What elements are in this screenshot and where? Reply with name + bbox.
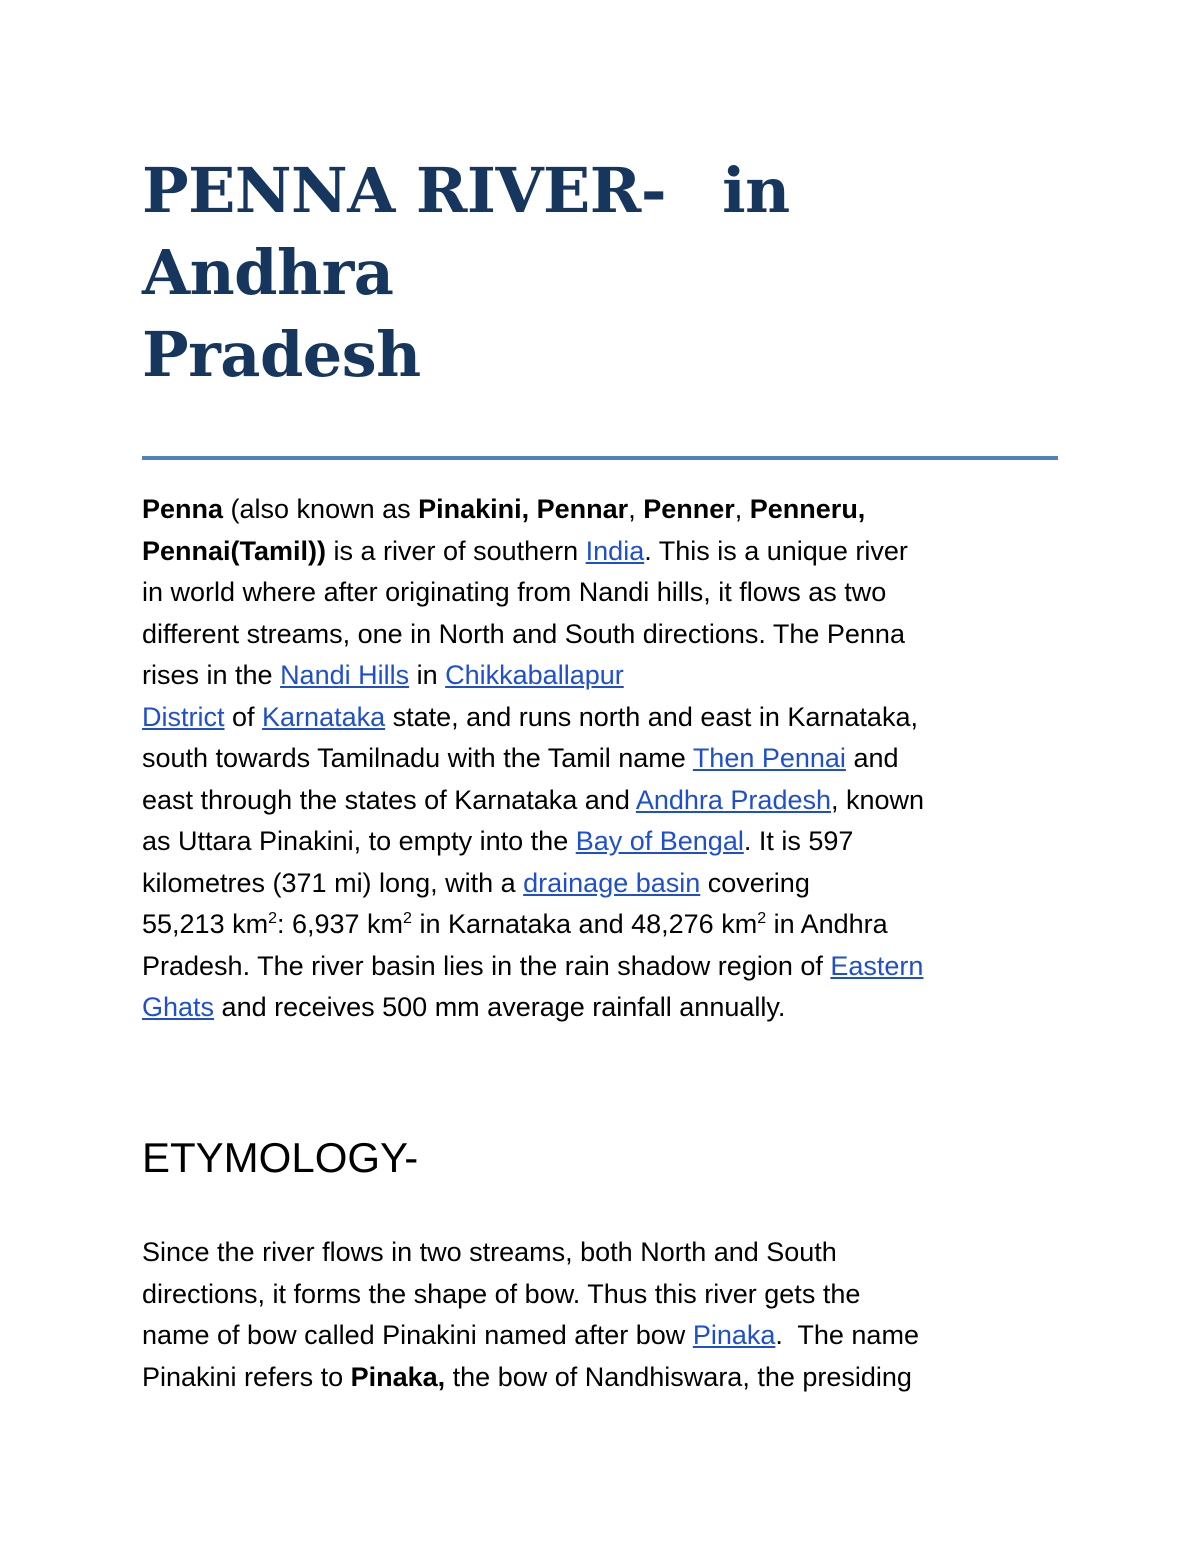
intro-line-6 (142, 697, 1062, 739)
text-run: 55,213 km (142, 909, 269, 939)
intro-line-1 (142, 489, 1062, 531)
text-run: name of bow called Pinakini named after bow (142, 1320, 693, 1350)
etymology-paragraph (142, 1232, 1062, 1398)
link-nandi-hills[interactable]: Nandi Hills (280, 660, 410, 690)
bold-term: Penna (142, 494, 224, 524)
intro-line-7 (142, 738, 1062, 780)
intro-paragraph (142, 489, 1062, 1029)
text-run: Pinakini refers to (142, 1361, 351, 1392)
horizontal-divider (142, 456, 1058, 460)
intro-line-10 (142, 863, 1062, 905)
text-run: kilometres (371 mi) long, with a (142, 867, 524, 898)
link-then-pennai[interactable]: Then Pennai (692, 743, 846, 773)
bold-term: Pennai(Tamil)) (142, 535, 327, 566)
superscript: 2 (268, 910, 277, 927)
text-run: , known (831, 784, 925, 815)
intro-line-13 (142, 987, 1062, 1029)
text-run: in Andhra (766, 909, 888, 939)
bold-term: Pinaka, (350, 1361, 446, 1392)
intro-line-5 (142, 655, 1062, 697)
text-run: . It is 597 (743, 826, 854, 856)
superscript: 2 (403, 910, 412, 927)
text-run: in (409, 660, 446, 690)
text-run: , (734, 494, 750, 524)
text-run: , (628, 494, 644, 524)
link-andhra-pradesh[interactable]: Andhra Pradesh (635, 784, 831, 815)
text-run: . The name (775, 1320, 919, 1350)
link-india[interactable]: India (585, 535, 645, 566)
etymology-line-3 (142, 1315, 1062, 1357)
title-line-1 (142, 150, 1062, 314)
text-run: rises in the (142, 660, 281, 690)
text-run: covering (700, 867, 810, 898)
intro-line-12 (142, 946, 1062, 988)
text-run: state, and runs north and east in Karnataka, (385, 701, 918, 732)
title-part-2: in Andhra (142, 154, 790, 309)
title-part-1: PENNA RIVER- (142, 154, 667, 227)
link-pinaka[interactable]: Pinaka (692, 1320, 776, 1350)
text-run: of (224, 701, 263, 732)
text-run: (also known as (223, 494, 419, 524)
etymology-line-1: Since the river flows in two streams, both North and South (142, 1237, 837, 1267)
text-run: : 6,937 km (276, 909, 404, 939)
etymology-line-2: directions, it forms the shape of bow. Thus this river gets the (142, 1278, 861, 1309)
bold-term: Pinakini, Pennar (418, 494, 629, 524)
text-run: Pradesh. The river basin lies in the rain shadow region of (142, 950, 831, 981)
title-line-2: Pradesh (142, 318, 421, 391)
intro-line-4: different streams, one in North and South directions. The Penna (142, 618, 905, 649)
superscript: 2 (757, 910, 767, 927)
link-eastern[interactable]: Eastern (830, 950, 924, 981)
link-chikkaballapur[interactable]: Chikkaballapur (445, 660, 624, 690)
link-karnataka[interactable]: Karnataka (262, 701, 386, 732)
etymology-line-4 (142, 1357, 1062, 1399)
bold-term: Penneru, (749, 494, 866, 524)
text-run: south towards Tamilnadu with the Tamil name (142, 743, 693, 773)
text-run: . This is a unique river (644, 535, 908, 566)
bold-term: Penner (643, 494, 735, 524)
link-ghats[interactable]: Ghats (142, 992, 215, 1022)
link-district[interactable]: District (142, 701, 225, 732)
etymology-heading: ETYMOLOGY- (142, 1134, 419, 1181)
text-run: the bow of Nandhiswara, the presiding (445, 1361, 912, 1392)
text-run: in Karnataka and 48,276 km (411, 909, 758, 939)
text-run: and receives 500 mm average rainfall annually. (214, 992, 786, 1022)
intro-line-11 (142, 904, 1062, 946)
page-title (142, 150, 1062, 396)
text-run: as Uttara Pinakini, to empty into the (142, 826, 576, 856)
text-run: and (845, 743, 899, 773)
link-drainage-basin[interactable]: drainage basin (523, 867, 701, 898)
intro-line-9 (142, 821, 1062, 863)
text-run: east through the states of Karnataka and (142, 784, 636, 815)
intro-line-8 (142, 780, 1062, 822)
intro-line-3: in world where after originating from Nandi hills, it flows as two (142, 577, 887, 607)
intro-line-2 (142, 531, 1062, 573)
link-bay-of-bengal[interactable]: Bay of Bengal (575, 826, 744, 856)
text-run: is a river of southern (326, 535, 586, 566)
